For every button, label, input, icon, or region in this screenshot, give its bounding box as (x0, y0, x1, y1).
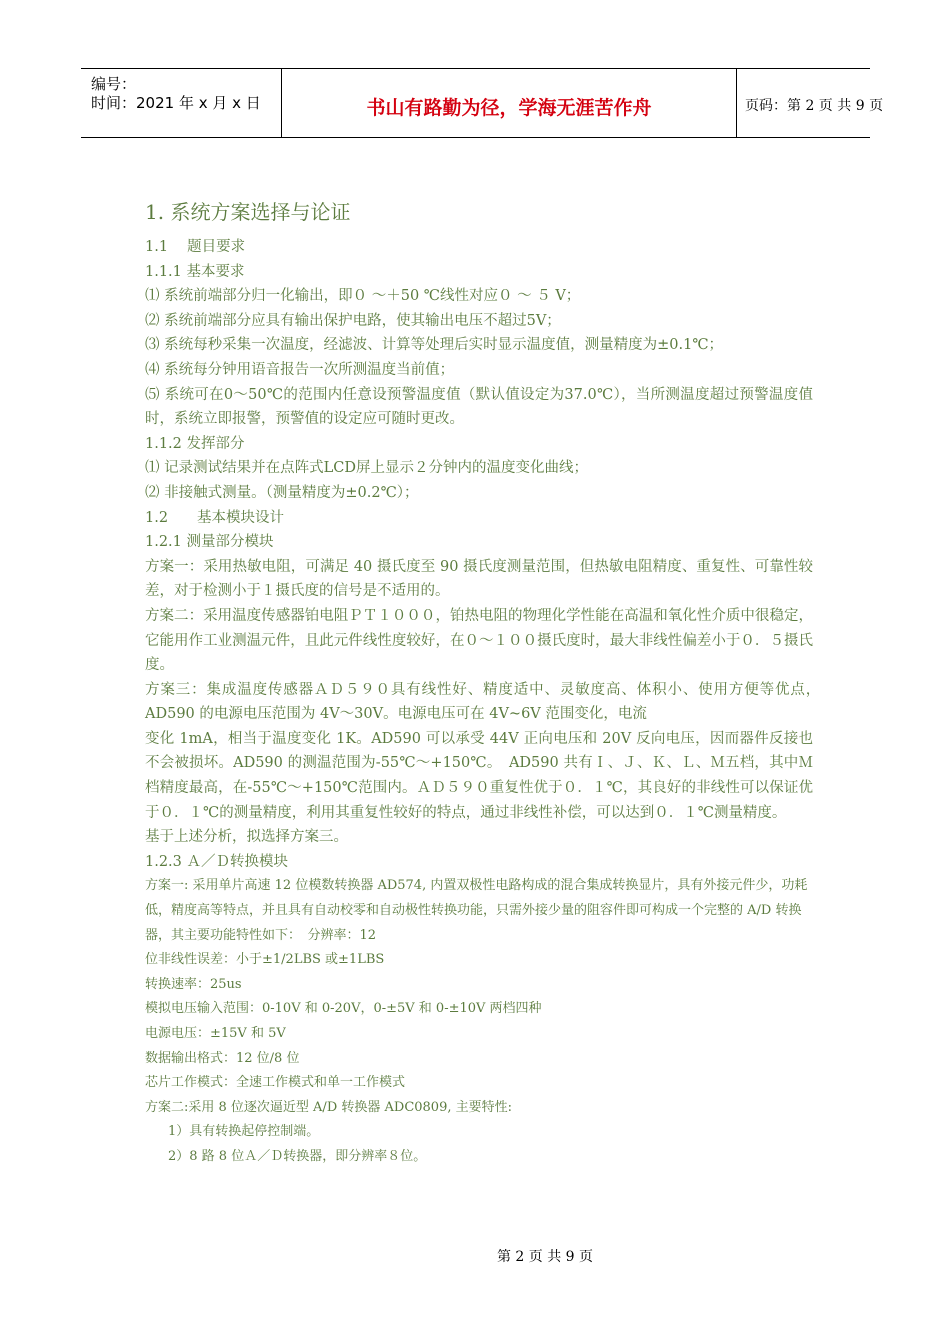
section-title: 1. 系统方案选择与论证 (145, 200, 351, 224)
conclusion-line: 基于上述分析，拟选择方案三。 (145, 829, 348, 846)
requirement-item: ⑷ 系统每分钟用语音报告一次所测温度当前值； (145, 361, 455, 378)
header-page-cell (737, 69, 884, 137)
document-body (145, 196, 833, 1170)
scheme-paragraph: 方案三：集成温度传感器ＡＤ５９０具有线性好、精度适中、灵敏度高、体积小、使用方便等优点， AD590 的电源电压范围为 4V～30V。电源电压可在 4V~6V 范围变化，电流 (145, 681, 833, 723)
extension-item: ⑵ 非接触式测量。（测量精度为±0.2℃）； (145, 484, 419, 501)
header-page-label: 页码：第 2 页 共 9 页 (745, 98, 884, 114)
adc-scheme-paragraph: 方案一: 采用单片高速 12 位模数转换器 AD574, 内置双极性电路构成的混合集成转换显片，具有外接元件少，功耗低，精度高等特点，并且具有自动校零和自动极性转换功能，只需外接少量的阻容件即可构成一个完整的 A/D 转换器，其主要功能特性如下： 分辨率：12 (145, 878, 808, 943)
extension-item: ⑴ 记录测试结果并在点阵式LCD屏上显示２分钟内的温度变化曲线； (145, 460, 588, 477)
header-left-cell (81, 69, 281, 137)
spec-line: 芯片工作模式：全速工作模式和单一工作模式 (145, 1075, 406, 1091)
requirement-item: ⑶ 系统每秒采集一次温度，经滤波、计算等处理后实时显示温度值，测量精度为±0.1℃； (145, 337, 724, 354)
spec-line: 位非线性误差：小于±1/2LBS 或±1LBS (145, 952, 385, 968)
spec-line: 电源电压：±15V 和 5V (145, 1026, 286, 1041)
requirement-item: ⑴ 系统前端部分归一化输出，即０ ～＋50 ℃线性对应０ ～ ５ V； (145, 288, 581, 305)
spec-line: 数据输出格式：12 位/8 位 (145, 1050, 300, 1066)
heading-1-1: 1.1 题目要求 (145, 239, 246, 255)
page-header (81, 68, 884, 138)
spec-line: 转换速率：25us (145, 976, 242, 992)
heading-1-1-1: 1.1.1 基本要求 (145, 263, 245, 280)
requirement-item: ⑵ 系统前端部分应具有输出保护电路，使其输出电压不超过5V； (145, 312, 561, 329)
adc-scheme-paragraph: 方案二:采用 8 位逐次逼近型 A/D 转换器 ADC0809, 主要特性: (145, 1099, 512, 1115)
feature-list-item: 1）具有转换起停控制端。 (168, 1124, 320, 1140)
scheme-paragraph: 方案二：采用温度传感器铂电阻ＰＴ１０００，铂热电阻的物理化学性能在高温和氧化性介质中很稳定，它能用作工业测温元件，且此元件线性度较好，在０～１００摄氏度时，最大非线性偏差小于０．５摄氏度。 (145, 607, 813, 674)
spec-line: 模拟电压输入范围：0-10V 和 0-20V，0-±5V 和 0-±10V 两档四种 (145, 1001, 542, 1017)
scheme-paragraph: 方案一：采用热敏电阻，可满足 40 摄氏度至 90 摄氏度测量范围，但热敏电阻精度、重复性、可靠性较差，对于检测小于１摄氏度的信号是不适用的。 (145, 558, 813, 600)
heading-1-1-2: 1.1.2 发挥部分 (145, 435, 245, 452)
scheme-paragraph: 变化 1mA，相当于温度变化 1K。AD590 可以承受 44V 正向电压和 20V 反向电压，因而器件反接也不会被损坏。AD590 的测温范围为-55℃～+150℃。 AD590 共有Ｉ、Ｊ、Ｋ、Ｌ、Ｍ五档，其中Ｍ档精度最高，在-55℃～+150℃范围内。ＡＤ５９０重复性优于０．１℃，其良好的非线性可以保证优于０．１℃的测量精度，利用其重复性较好的特点，通过非线性补偿，可以达到０．１℃测量精度。 (145, 730, 813, 821)
page-footer: 第 2 页 共 9 页 (496, 1249, 594, 1265)
motto-text: 书山有路勤为径，学海无涯苦作舟 (366, 97, 652, 119)
number-label: 编号： (91, 75, 137, 93)
feature-list-item: 2）8 路 8 位Ａ／Ｄ转换器，即分辨率８位。 (168, 1148, 427, 1164)
heading-1-2: 1.2 基本模块设计 (145, 509, 285, 526)
heading-1-2-1: 1.2.1 测量部分模块 (145, 534, 274, 551)
heading-1-2-3: 1.2.3 Ａ／Ｄ转换模块 (145, 853, 289, 870)
header-motto-cell (281, 69, 737, 137)
date-label: 时间：2021 年 x 月 x 日 (91, 94, 261, 112)
requirement-item: ⑸ 系统可在0～50℃的范围内任意设预警温度值（默认值设定为37.0℃），当所测温度超过预警温度值时，系统立即报警，预警值的设定应可随时更改。 (145, 386, 813, 428)
